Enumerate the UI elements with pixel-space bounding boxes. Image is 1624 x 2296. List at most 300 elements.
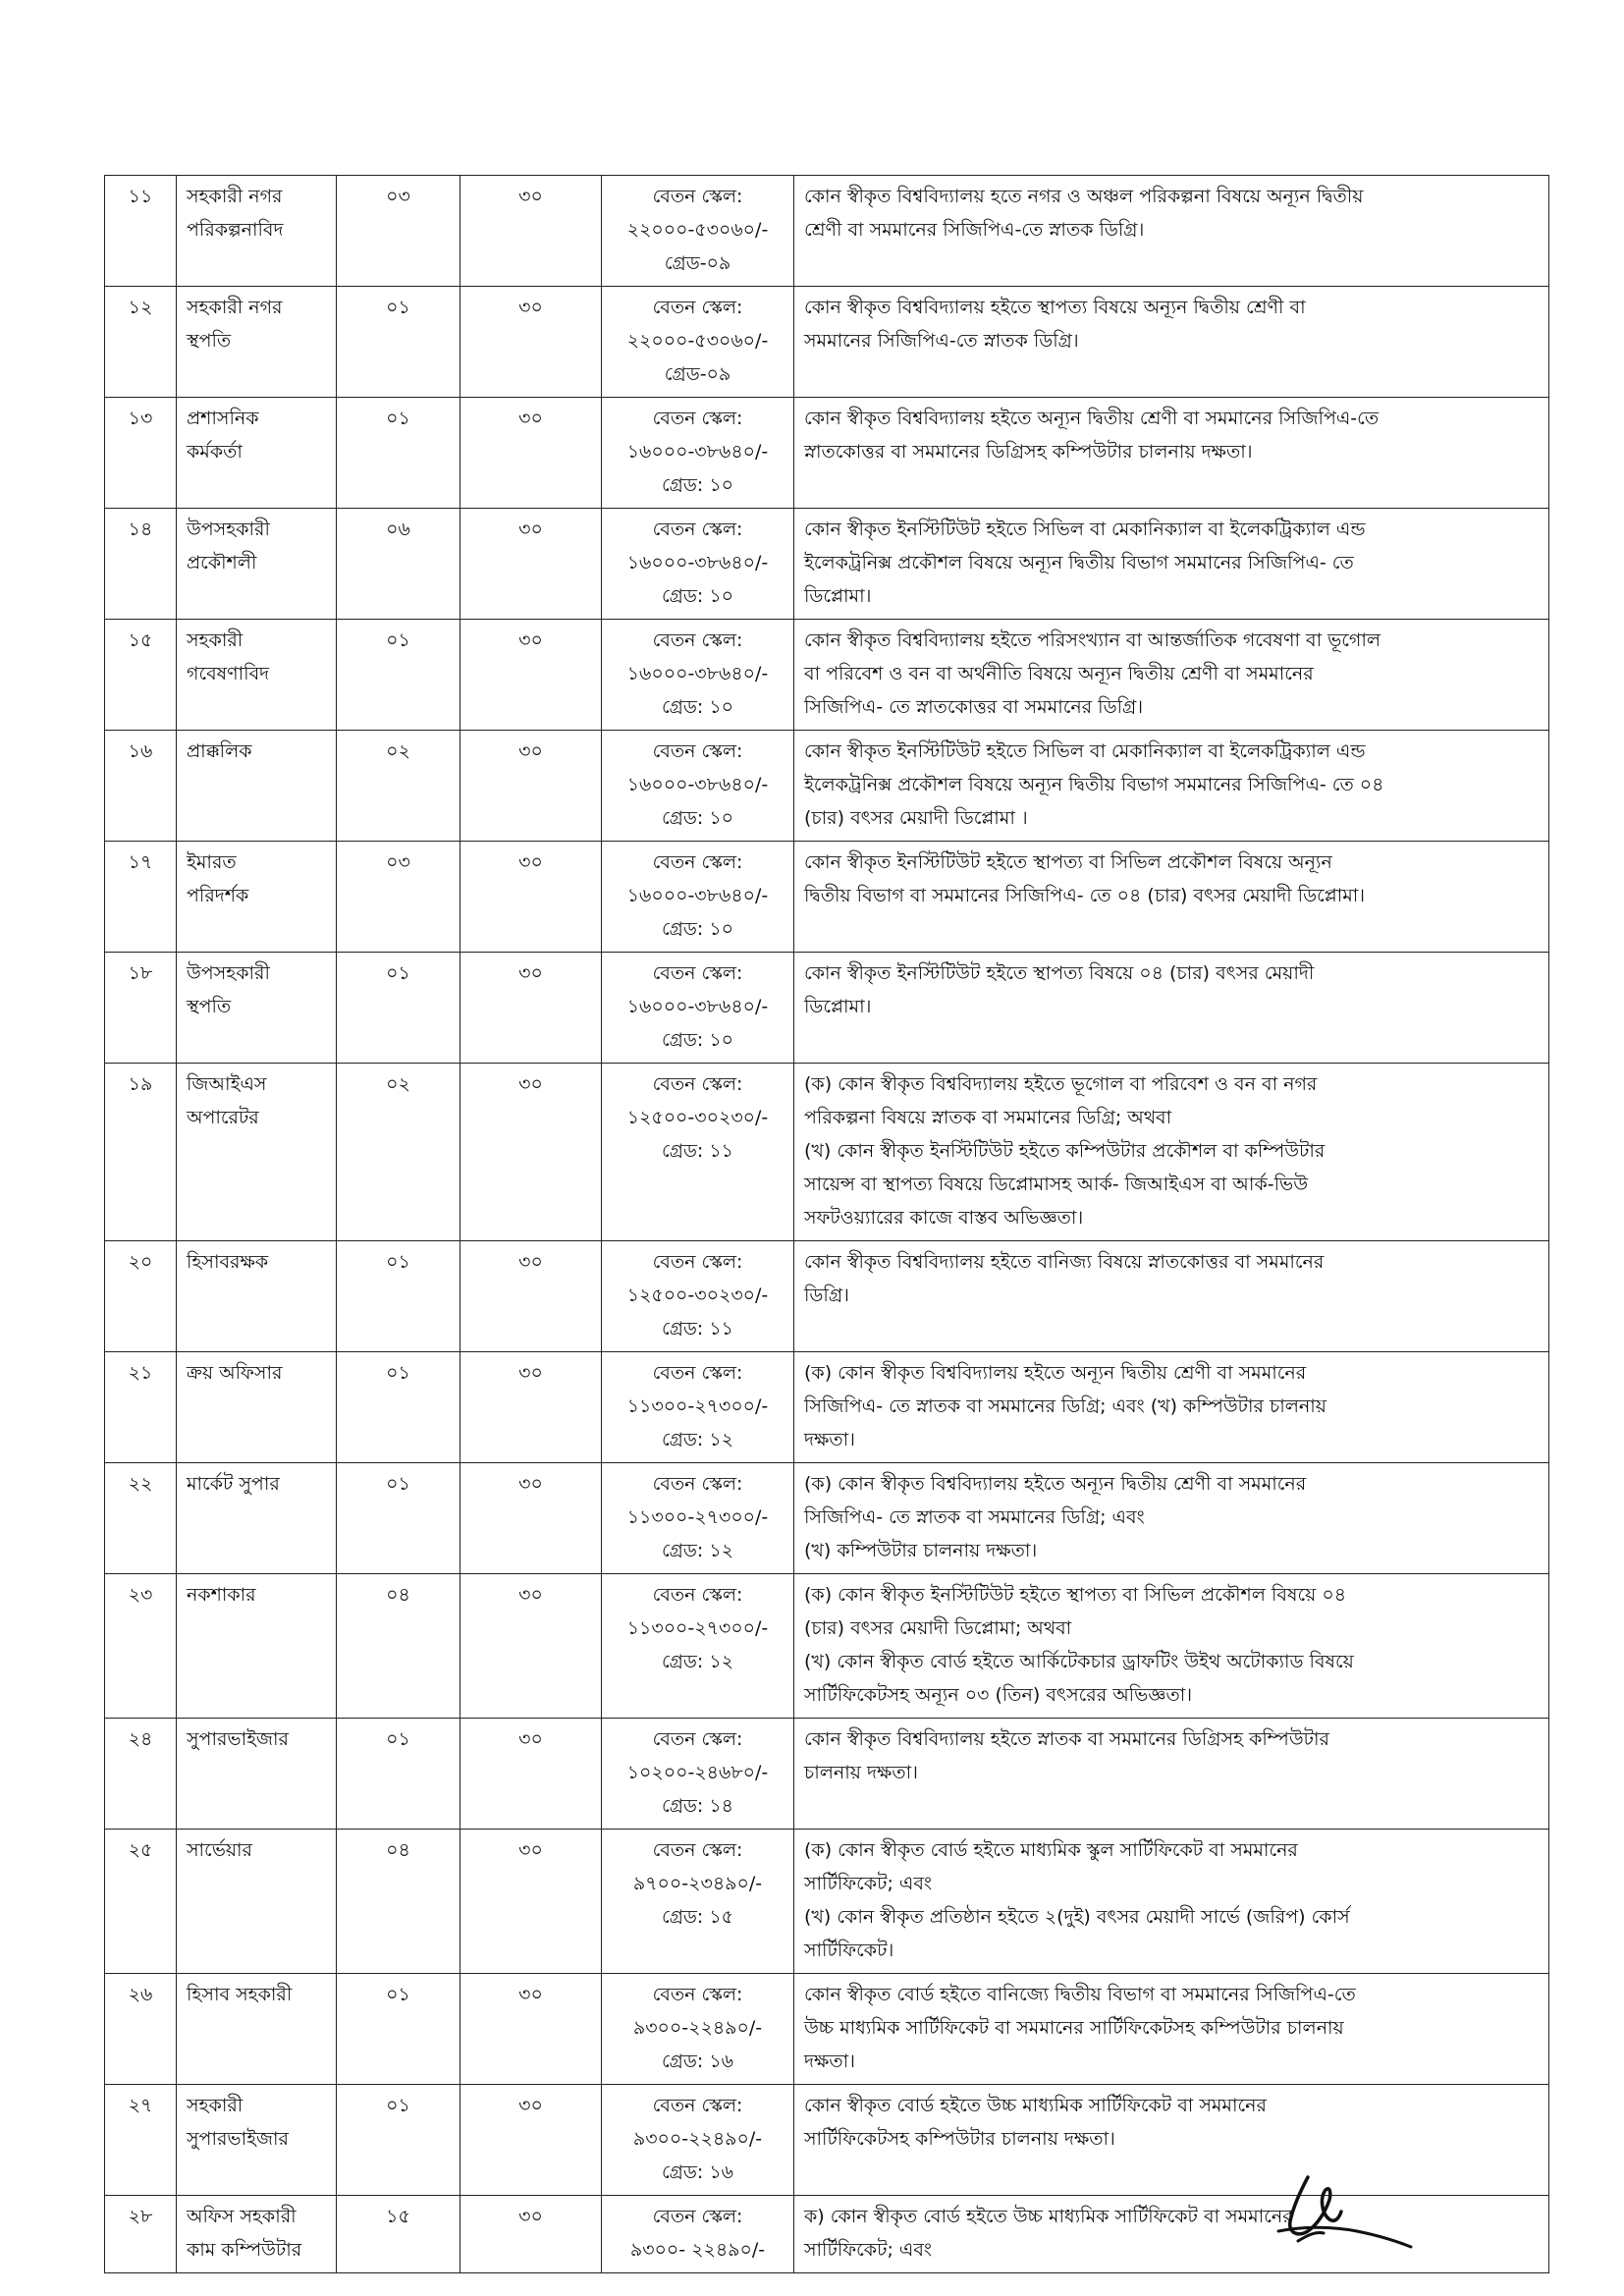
qualification-line: (চার) বৎসর মেয়াদী ডিপ্লোমা; অথবা [804,1617,1072,1639]
post-count-cell [337,1719,460,1830]
pay-scale-line: বেতন স্কেল: [652,186,743,207]
post-count-text: ০১ [386,1251,410,1273]
pay-scale-line: ১২৫০০-৩০২৩০/- [626,1107,769,1128]
age-limit-cell [460,1241,602,1352]
pay-scale-line: ১০২০০-২৪৬৮০/- [626,1762,769,1783]
qualification-line: কোন স্বীকৃত ইনস্টিটিউট হইতে স্থাপত্য বা সিভিল প্রকৌশল বিষয়ে অন্যূন [804,851,1332,873]
qualification-cell [794,398,1549,509]
qualification-cell [794,620,1549,731]
table-row [105,287,1549,398]
age-limit-text: ৩০ [518,297,543,318]
age-limit-cell [460,2196,602,2273]
pay-scale-line: বেতন স্কেল: [652,519,743,540]
serial-text: ১৮ [128,962,153,984]
pay-scale-line: ১৬০০০-৩৮৬৪০/- [626,996,769,1017]
pay-scale-line: ২২০০০-৫৩০৬০/- [626,330,769,352]
qualification-line: সার্টিফিকেটসহ অন্যূন ০৩ (তিন) বৎসরের অভিজ্ঞতা। [804,1684,1193,1706]
table-row [105,176,1549,287]
pay-scale-line: গ্রেড: ১০ [661,696,734,718]
post-name-line: জিআইএস [187,1073,267,1095]
age-limit-cell [460,2085,602,2196]
post-count-cell [337,1352,460,1463]
qualification-line: দক্ষতা। [804,1429,855,1450]
qualification-line: কোন স্বীকৃত বিশ্ববিদ্যালয় হইতে স্নাতক বা সমমানের ডিগ্রিসহ কম্পিউটার [804,1728,1329,1750]
job-table [104,175,1549,2273]
post-name-line: কর্মকর্তা [187,441,243,463]
age-limit-text: ৩০ [518,2206,543,2227]
serial-text: ২০ [128,1251,153,1273]
post-name-line: মার্কেট সুপার [187,1473,280,1495]
pay-scale-line: বেতন স্কেল: [652,1984,743,2005]
pay-scale-cell [602,1064,794,1241]
age-limit-text: ৩০ [518,186,543,207]
age-limit-cell [460,1574,602,1719]
pay-scale-line: গ্রেড: ১২ [661,1651,734,1672]
qualification-line: (খ) কম্পিউটার চালনায় দক্ষতা। [804,1540,1038,1561]
qualification-cell [794,1463,1549,1574]
age-limit-cell [460,176,602,287]
pay-scale-line: ১৬০০০-৩৮৬৪০/- [626,663,769,684]
qualification-line: সিজিপিএ- তে স্নাতক বা সমমানের ডিগ্রি; এবং [804,1506,1145,1528]
serial-cell [105,176,177,287]
serial-text: ১২ [128,297,153,318]
post-count-text: ০১ [386,1362,410,1384]
post-name-line: উপসহকারী [187,962,270,984]
qualification-line: (চার) বৎসর মেয়াদী ডিপ্লোমা । [804,807,1028,829]
serial-cell [105,398,177,509]
serial-text: ১৭ [128,851,153,873]
post-name-line: স্থপতি [187,996,232,1017]
post-name-cell [177,2085,337,2196]
pay-scale-line: বেতন স্কেল: [652,1584,743,1606]
post-count-cell [337,2196,460,2273]
pay-scale-cell [602,1719,794,1830]
qualification-line: ইলেকট্রনিক্স প্রকৌশল বিষয়ে অন্যূন দ্বিতীয় বিভাগ সমমানের সিজিপিএ- তে [804,552,1354,574]
pay-scale-line: গ্রেড-০৯ [664,363,731,385]
qualification-line: কোন স্বীকৃত বোর্ড হইতে উচ্চ মাধ্যমিক সার্টিফিকেট বা সমমানের [804,2095,1267,2116]
table-row [105,953,1549,1064]
pay-scale-cell [602,731,794,842]
post-name-cell [177,509,337,620]
pay-scale-line: গ্রেড: ১৬ [661,2050,734,2072]
age-limit-cell [460,731,602,842]
post-count-text: ০১ [386,2095,410,2116]
age-limit-cell [460,1463,602,1574]
pay-scale-cell [602,509,794,620]
pay-scale-cell [602,398,794,509]
qualification-cell [794,842,1549,953]
age-limit-text: ৩০ [518,629,543,651]
post-name-cell [177,1574,337,1719]
post-count-cell [337,842,460,953]
pay-scale-line: ২২০০০-৫৩০৬০/- [626,219,769,241]
serial-cell [105,287,177,398]
qualification-cell [794,509,1549,620]
age-limit-text: ৩০ [518,1251,543,1273]
post-count-cell [337,1974,460,2085]
post-count-text: ০১ [386,297,410,318]
qualification-line: ইলেকট্রনিক্স প্রকৌশল বিষয়ে অন্যূন দ্বিতীয় বিভাগ সমমানের সিজিপিএ- তে ০৪ [804,774,1384,795]
pay-scale-line: বেতন স্কেল: [652,1362,743,1384]
post-count-text: ০১ [386,1984,410,2005]
post-name-line: সহকারী [187,2095,244,2116]
post-count-text: ০১ [386,1473,410,1495]
pay-scale-line: গ্রেড: ১০ [661,474,734,496]
qualification-line: কোন স্বীকৃত ইনস্টিটিউট হইতে সিভিল বা মেকানিক্যাল বা ইলেকট্রিক্যাল এন্ড [804,519,1366,540]
post-name-cell [177,1463,337,1574]
qualification-line: দক্ষতা। [804,2050,855,2072]
serial-text: ১৪ [128,519,153,540]
qualification-line: ডিপ্লোমা। [804,585,872,607]
pay-scale-cell [602,1830,794,1974]
qualification-line: (ক) কোন স্বীকৃত বিশ্ববিদ্যালয় হইতে অন্যূন দ্বিতীয় শ্রেণী বা সমমানের [804,1362,1307,1384]
age-limit-text: ৩০ [518,962,543,984]
age-limit-cell [460,1830,602,1974]
pay-scale-line: ১২৫০০-৩০২৩০/- [626,1285,769,1306]
post-name-line: হিসাব সহকারী [187,1984,293,2005]
qualification-line: সমমানের সিজিপিএ-তে স্নাতক ডিগ্রি। [804,330,1079,352]
age-limit-cell [460,953,602,1064]
serial-cell [105,1352,177,1463]
post-count-text: ০৪ [386,1584,410,1606]
post-count-cell [337,398,460,509]
pay-scale-line: বেতন স্কেল: [652,1073,743,1095]
age-limit-cell [460,287,602,398]
qualification-cell [794,1719,1549,1830]
pay-scale-line: বেতন স্কেল: [652,1473,743,1495]
serial-cell [105,1974,177,2085]
age-limit-cell [460,1719,602,1830]
post-count-cell [337,1463,460,1574]
serial-text: ২৪ [128,1728,153,1750]
qualification-line: কোন স্বীকৃত বিশ্ববিদ্যালয় হইতে বানিজ্য বিষয়ে স্নাতকোত্তর বা সমমানের [804,1251,1325,1273]
qualification-cell [794,1574,1549,1719]
pay-scale-line: বেতন স্কেল: [652,629,743,651]
serial-text: ২১ [128,1362,153,1384]
serial-text: ১৬ [128,740,153,762]
serial-text: ২৫ [128,1839,153,1861]
post-count-text: ০৪ [386,1839,410,1861]
qualification-line: (ক) কোন স্বীকৃত বোর্ড হইতে মাধ্যমিক স্কুল সার্টিফিকেট বা সমমানের [804,1839,1298,1861]
qualification-line: সার্টিফিকেট। [804,1940,894,1961]
qualification-cell [794,2085,1549,2196]
pay-scale-line: বেতন স্কেল: [652,1728,743,1750]
post-name-cell [177,1830,337,1974]
age-limit-text: ৩০ [518,1073,543,1095]
qualification-line: সফটওয়্যারের কাজে বাস্তব অভিজ্ঞতা। [804,1207,1084,1229]
pay-scale-cell [602,1974,794,2085]
qualification-line: সার্টিফিকেট; এবং [804,1873,933,1894]
post-name-cell [177,398,337,509]
serial-text: ২৬ [128,1984,153,2005]
pay-scale-cell [602,287,794,398]
pay-scale-line: গ্রেড: ১০ [661,1029,734,1051]
pay-scale-cell [602,842,794,953]
pay-scale-cell [602,2085,794,2196]
pay-scale-cell [602,1574,794,1719]
qualification-line: কোন স্বীকৃত বিশ্ববিদ্যালয় হতে নগর ও অঞ্চল পরিকল্পনা বিষয়ে অন্যূন দ্বিতীয় [804,186,1364,207]
table-row [105,1463,1549,1574]
pay-scale-line: বেতন স্কেল: [652,2095,743,2116]
table-row [105,1974,1549,2085]
pay-scale-cell [602,1463,794,1574]
serial-cell [105,2196,177,2273]
table-row [105,1574,1549,1719]
qualification-cell [794,1974,1549,2085]
qualification-line: (খ) কোন স্বীকৃত প্রতিষ্ঠান হইতে ২(দুই) বৎসর মেয়াদী সার্ভে (জরিপ) কোর্স [804,1906,1350,1928]
qualification-line: দ্বিতীয় বিভাগ বা সমমানের সিজিপিএ- তে ০৪ (চার) বৎসর মেয়াদী ডিপ্লোমা। [804,885,1366,906]
qualification-line: কোন স্বীকৃত ইনস্টিটিউট হইতে স্থাপত্য বিষয়ে ০৪ (চার) বৎসর মেয়াদী [804,962,1315,984]
qualification-line: (ক) কোন স্বীকৃত বিশ্ববিদ্যালয় হইতে ভূগোল বা পরিবেশ ও বন বা নগর [804,1073,1318,1095]
table-row [105,620,1549,731]
pay-scale-line: গ্রেড: ১৬ [661,2161,734,2183]
age-limit-text: ৩০ [518,1362,543,1384]
qualification-cell [794,731,1549,842]
post-name-cell [177,1352,337,1463]
qualification-line: কোন স্বীকৃত বিশ্ববিদ্যালয় হইতে অন্যূন দ্বিতীয় শ্রেণী বা সমমানের সিজিপিএ-তে [804,408,1380,429]
pay-scale-line: বেতন স্কেল: [652,740,743,762]
post-name-line: হিসাবরক্ষক [187,1251,269,1273]
age-limit-text: ৩০ [518,408,543,429]
qualification-line: চালনায় দক্ষতা। [804,1762,918,1783]
post-count-text: ০১ [386,1728,410,1750]
qualification-line: সিজিপিএ- তে স্নাতক বা সমমানের ডিগ্রি; এবং (খ) কম্পিউটার চালনায় [804,1395,1326,1417]
post-count-cell [337,509,460,620]
signature-mark [1239,2162,1426,2261]
post-name-line: প্রশাসনিক [187,408,259,429]
pay-scale-line: গ্রেড: ১২ [661,1429,734,1450]
qualification-line: ক) কোন স্বীকৃত বোর্ড হইতে উচ্চ মাধ্যমিক সার্টিফিকেট বা সমমানের [804,2206,1293,2227]
pay-scale-line: গ্রেড: ১২ [661,1540,734,1561]
post-count-cell [337,2085,460,2196]
post-count-text: ০১ [386,629,410,651]
pay-scale-line: ১১৩০০-২৭৩০০/- [626,1617,769,1639]
qualification-cell [794,2196,1549,2273]
pay-scale-line: গ্রেড: ১০ [661,807,734,829]
serial-cell [105,953,177,1064]
pay-scale-cell [602,620,794,731]
qualification-cell [794,953,1549,1064]
pay-scale-line: বেতন স্কেল: [652,408,743,429]
qualification-cell [794,287,1549,398]
age-limit-text: ৩০ [518,519,543,540]
serial-text: ২৭ [128,2095,153,2116]
post-name-line: অপারেটর [187,1107,259,1128]
post-count-text: ০২ [386,740,410,762]
pay-scale-line: ৯৩০০-২২৪৯০/- [632,2017,763,2039]
age-limit-text: ৩০ [518,1984,543,2005]
pay-scale-line: ১৬০০০-৩৮৬৪০/- [626,774,769,795]
pay-scale-line: ১১৩০০-২৭৩০০/- [626,1395,769,1417]
table-row [105,1830,1549,1974]
age-limit-cell [460,1064,602,1241]
qualification-line: কোন স্বীকৃত বোর্ড হইতে বানিজ্যে দ্বিতীয় বিভাগ বা সমমানের সিজিপিএ-তে [804,1984,1356,2005]
age-limit-text: ৩০ [518,2095,543,2116]
age-limit-cell [460,842,602,953]
post-name-line: অফিস সহকারী [187,2206,297,2227]
pay-scale-line: গ্রেড-০৯ [664,252,731,274]
post-count-text: ০১ [386,962,410,984]
qualification-cell [794,1352,1549,1463]
post-count-text: ০৬ [386,519,410,540]
age-limit-cell [460,1974,602,2085]
table-row [105,731,1549,842]
serial-cell [105,1064,177,1241]
post-count-cell [337,1574,460,1719]
post-name-line: ক্রয় অফিসার [187,1362,283,1384]
post-name-line: উপসহকারী [187,519,270,540]
age-limit-cell [460,509,602,620]
pay-scale-line: বেতন স্কেল: [652,851,743,873]
post-count-cell [337,953,460,1064]
post-count-text: ০১ [386,408,410,429]
post-count-cell [337,1830,460,1974]
serial-cell [105,509,177,620]
serial-cell [105,620,177,731]
qualification-line: ডিগ্রি। [804,1285,849,1306]
qualification-line: (ক) কোন স্বীকৃত ইনস্টিটিউট হইতে স্থাপত্য বা সিভিল প্রকৌশল বিষয়ে ০৪ [804,1584,1347,1606]
serial-text: ১৯ [128,1073,153,1095]
post-count-cell [337,1064,460,1241]
post-name-cell [177,1719,337,1830]
table-row [105,1719,1549,1830]
post-name-cell [177,953,337,1064]
qualification-line: বা পরিবেশ ও বন বা অর্থনীতি বিষয়ে অন্যূন দ্বিতীয় শ্রেণী বা সমমানের [804,663,1314,684]
pay-scale-line: বেতন স্কেল: [652,962,743,984]
serial-cell [105,1719,177,1830]
pay-scale-cell [602,1352,794,1463]
qualification-line: সার্টিফিকেটসহ কম্পিউটার চালনায় দক্ষতা। [804,2128,1115,2150]
serial-cell [105,1574,177,1719]
post-name-cell [177,287,337,398]
age-limit-text: ৩০ [518,851,543,873]
post-count-cell [337,731,460,842]
serial-cell [105,1241,177,1352]
qualification-line: কোন স্বীকৃত বিশ্ববিদ্যালয় হইতে পরিসংখ্যান বা আন্তর্জাতিক গবেষণা বা ভূগোল [804,629,1381,651]
table-row [105,1064,1549,1241]
serial-text: ১১ [128,186,153,207]
job-table-body [105,176,1549,2273]
qualification-line: স্নাতকোত্তর বা সমমানের ডিগ্রিসহ কম্পিউটার চালনায় দক্ষতা। [804,441,1253,463]
table-row [105,509,1549,620]
qualification-line: উচ্চ মাধ্যমিক সার্টিফিকেট বা সমমানের সার্টিফিকেটসহ কম্পিউটার চালনায় [804,2017,1344,2039]
pay-scale-line: ৯৩০০-২২৪৯০/- [632,2128,763,2150]
post-name-cell [177,1241,337,1352]
post-name-cell [177,842,337,953]
post-name-line: সহকারী নগর [187,297,283,318]
serial-text: ১৫ [128,629,153,651]
post-name-line: পরিকল্পনাবিদ [187,219,284,241]
serial-cell [105,1463,177,1574]
post-count-cell [337,287,460,398]
pay-scale-line: গ্রেড: ১১ [661,1318,734,1339]
age-limit-text: ৩০ [518,1728,543,1750]
post-name-line: সার্ভেয়ার [187,1839,253,1861]
pay-scale-cell [602,176,794,287]
qualification-line: (খ) কোন স্বীকৃত ইনস্টিটিউট হইতে কম্পিউটার প্রকৌশল বা কম্পিউটার [804,1140,1326,1162]
pay-scale-line: বেতন স্কেল: [652,1839,743,1861]
age-limit-text: ৩০ [518,1584,543,1606]
pay-scale-line: বেতন স্কেল: [652,2206,743,2227]
post-count-cell [337,176,460,287]
post-count-text: ১৫ [386,2206,410,2227]
table-row [105,1352,1549,1463]
qualification-line: কোন স্বীকৃত ইনস্টিটিউট হইতে সিভিল বা মেকানিক্যাল বা ইলেকট্রিক্যাল এন্ড [804,740,1366,762]
qualification-cell [794,176,1549,287]
serial-cell [105,842,177,953]
pay-scale-line: গ্রেড: ১৪ [661,1795,734,1817]
post-name-line: সহকারী নগর [187,186,283,207]
table-row [105,842,1549,953]
post-name-line: প্রকৌশলী [187,552,257,574]
serial-cell [105,1830,177,1974]
qualification-line: সার্টিফিকেট; এবং [804,2239,933,2261]
pay-scale-cell [602,953,794,1064]
pay-scale-line: বেতন স্কেল: [652,297,743,318]
post-count-text: ০৩ [386,186,410,207]
qualification-line: কোন স্বীকৃত বিশ্ববিদ্যালয় হইতে স্থাপত্য বিষয়ে অন্যূন দ্বিতীয় শ্রেণী বা [804,297,1306,318]
qualification-line: সায়েন্স বা স্থাপত্য বিষয়ে ডিপ্লোমাসহ আর্ক- জিআইএস বা আর্ক-ভিউ [804,1174,1309,1195]
post-name-cell [177,620,337,731]
post-name-cell [177,1064,337,1241]
pay-scale-cell [602,2196,794,2273]
pay-scale-line: বেতন স্কেল: [652,1251,743,1273]
pay-scale-line: ১৬০০০-৩৮৬৪০/- [626,885,769,906]
post-name-line: নকশাকার [187,1584,256,1606]
post-name-line: গবেষণাবিদ [187,663,270,684]
qualification-line: (ক) কোন স্বীকৃত বিশ্ববিদ্যালয় হইতে অন্যূন দ্বিতীয় শ্রেণী বা সমমানের [804,1473,1307,1495]
post-count-cell [337,620,460,731]
post-name-line: সুপারভাইজার [187,1728,289,1750]
qualification-cell [794,1241,1549,1352]
qualification-line: (খ) কোন স্বীকৃত বোর্ড হইতে আর্কিটেকচার ড্রাফটিং উইথ অটোক্যাড বিষয়ে [804,1651,1354,1672]
qualification-cell [794,1830,1549,1974]
serial-text: ২৮ [128,2206,153,2227]
post-count-cell [337,1241,460,1352]
pay-scale-line: ১১৩০০-২৭৩০০/- [626,1506,769,1528]
table-row [105,1241,1549,1352]
table-row [105,398,1549,509]
post-name-cell [177,2196,337,2273]
age-limit-cell [460,1352,602,1463]
post-name-line: প্রাক্কলিক [187,740,252,762]
post-name-cell [177,1974,337,2085]
serial-text: ১৩ [128,408,153,429]
serial-cell [105,2085,177,2196]
qualification-cell [794,1064,1549,1241]
post-name-cell [177,731,337,842]
post-name-line: স্থপতি [187,330,232,352]
post-name-line: সহকারী [187,629,244,651]
pay-scale-line: গ্রেড: ১৫ [661,1906,734,1928]
pay-scale-line: গ্রেড: ১১ [661,1140,734,1162]
pay-scale-cell [602,1241,794,1352]
serial-cell [105,731,177,842]
pay-scale-line: ১৬০০০-৩৮৬৪০/- [626,441,769,463]
age-limit-text: ৩০ [518,1839,543,1861]
pay-scale-line: গ্রেড: ১০ [661,918,734,940]
serial-text: ২২ [128,1473,153,1495]
pay-scale-line: গ্রেড: ১০ [661,585,734,607]
qualification-line: পরিকল্পনা বিষয়ে স্নাতক বা সমমানের ডিগ্রি; অথবা [804,1107,1172,1128]
post-name-line: সুপারভাইজার [187,2128,289,2150]
serial-text: ২৩ [128,1584,153,1606]
age-limit-text: ৩০ [518,740,543,762]
post-count-text: ০২ [386,1073,410,1095]
post-name-line: ইমারত [187,851,237,873]
qualification-line: সিজিপিএ- তে স্নাতকোত্তর বা সমমানের ডিগ্রি। [804,696,1144,718]
age-limit-cell [460,398,602,509]
